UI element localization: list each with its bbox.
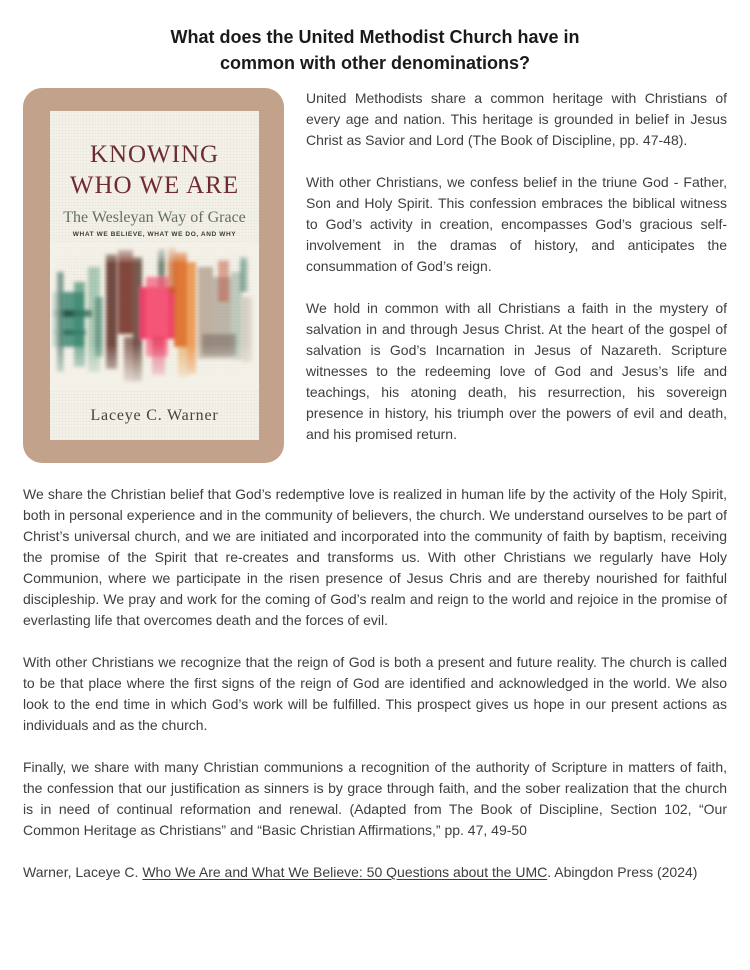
book-subtitle: The Wesleyan Way of Grace — [63, 209, 246, 226]
side-text-column — [306, 88, 727, 445]
citation — [23, 862, 727, 883]
body-paragraph-1: United Methodists share a common heritage with Christians of every age and nation. This heritage is grounded in belief in Jesus Christ as Savior and Lord (The Book of Discipline, pp. 47-48). — [306, 90, 727, 148]
body-paragraph-5: With other Christians we recognize that the reign of God is both a present and future reality. The church is called to be that place where the first signs of the reign of God are identified and acknowledged in the world. We also look to the end time in which God’s work will be fulfilled. This prospect gives us hope in our present actions as individuals and as the church. — [23, 654, 727, 733]
page-title — [23, 24, 727, 76]
top-content-row — [23, 88, 727, 463]
citation-suffix: . Abingdon Press (2024) — [547, 864, 698, 880]
body-paragraph-2: With other Christians, we confess belief in the triune God - Father, Son and Holy Spirit. This confession embraces the biblical witness to God’s activity in creation, encompasses God’s gracious self-involvement in the dramas of history, and anticipates the consummation of God’s reign. — [306, 174, 727, 274]
book-tagline: WHAT WE BELIEVE, WHAT WE DO, AND WHY — [72, 231, 237, 238]
book-title — [70, 139, 239, 201]
body-paragraph-3: We hold in common with all Christians a faith in the mystery of salvation in and through Jesus Christ. At the heart of the gospel of salvation is God’s Incarnation in Jesus of Nazareth. Scripture witnesses to the redeeming love of God and Jesus’s life and teachings, his atoning death, his resurrection, his sovereign presence in history, his triumph over the powers of evil and death, and his promised return. — [306, 300, 727, 442]
page-title-line2: common with other denominations? — [220, 53, 530, 73]
body-paragraph-6: Finally, we share with many Christian communions a recognition of the authority of Scripture in matters of faith, the confession that our justification as sinners is by grace through faith, and the sober realization that the church is in need of continual reformation and renewal. (Adapted from The Book of Discipline, Section 102, “Our Common Heritage as Christians” and “Basic Christian Affirmations,” pp. 47, 49-50 — [23, 759, 727, 838]
book-author: Laceye C. Warner — [90, 407, 219, 424]
body-paragraph-4: We share the Christian belief that God’s redemptive love is realized in human life by the activity of the Holy Spirit, both in personal experience and in the community of believers, the church. We understand ourselves to be part of Christ’s universal church, and we are initiated and incorporated into the community of faith by baptism, receiving the promise of the Spirit that re-creates and transforms us. With other Christians we regularly have Holy Communion, where we participate in the risen presence of Jesus Chris and are thereby nourished for faithful discipleship. We pray and work for the coming of God’s realm and reign to the world and rejoice in the promise of everlasting life that overcomes death and the forces of evil. — [23, 486, 727, 628]
page-title-line1: What does the United Methodist Church have in — [170, 27, 580, 47]
full-width-text — [23, 484, 727, 883]
abstract-brushstroke-art — [50, 244, 259, 390]
citation-book-title: Who We Are and What We Believe: 50 Questions about the UMC — [142, 864, 548, 880]
book-cover-inner — [50, 111, 259, 440]
book-title-line1: KNOWING — [89, 141, 220, 168]
citation-prefix: Warner, Laceye C. — [23, 864, 143, 880]
book-cover-image — [23, 88, 284, 463]
book-title-line2: WHO WE ARE — [69, 172, 240, 199]
